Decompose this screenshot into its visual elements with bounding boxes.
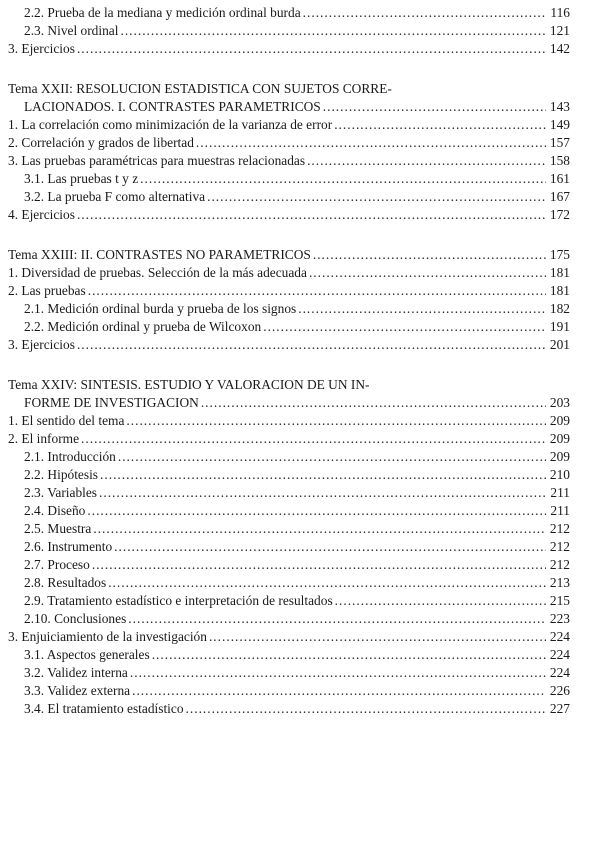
page-number: 209 <box>549 431 570 446</box>
page-number: 209 <box>549 413 570 428</box>
page-number: 121 <box>549 23 570 38</box>
toc-entry <box>0 574 600 592</box>
dot-leader <box>108 574 546 592</box>
toc-entry-label: 2.2. Prueba de la mediana y medición ordinal burda <box>24 5 301 20</box>
toc-section <box>0 354 600 718</box>
toc-section <box>0 4 600 58</box>
dot-leader <box>132 682 546 700</box>
page-number: 203 <box>549 395 570 410</box>
toc-entry <box>0 22 600 40</box>
dot-leader <box>207 188 546 206</box>
toc-entry <box>0 134 600 152</box>
theme-title-row <box>0 246 600 264</box>
toc-entry <box>0 264 600 282</box>
toc-entry <box>0 700 600 718</box>
toc-entry-label: 2.5. Muestra <box>24 521 92 536</box>
theme-title: LACIONADOS. I. CONTRASTES PARAMETRICOS <box>24 99 321 114</box>
toc-entry-label: 2. El informe <box>8 431 80 446</box>
dot-leader <box>186 700 546 718</box>
dot-leader <box>309 264 546 282</box>
page-number: 224 <box>549 665 570 680</box>
toc-entry-label: 1. Diversidad de pruebas. Selección de la más adecuada <box>8 265 307 280</box>
toc-entry <box>0 538 600 556</box>
dot-leader <box>114 538 546 556</box>
section-gap <box>0 58 600 80</box>
dot-leader <box>87 502 546 520</box>
dot-leader <box>77 336 546 354</box>
toc-entry <box>0 336 600 354</box>
theme-title-row <box>0 98 600 116</box>
toc-entry <box>0 484 600 502</box>
dot-leader <box>88 282 546 300</box>
dot-leader <box>201 394 546 412</box>
page-number: 215 <box>549 593 570 608</box>
page-number: 212 <box>549 521 570 536</box>
toc-entry-label: 3.1. Aspectos generales <box>24 647 150 662</box>
dot-leader <box>126 412 546 430</box>
toc-entry <box>0 448 600 466</box>
page-number: 157 <box>549 135 570 150</box>
toc-entry-label: 2.1. Medición ordinal burda y prueba de los signos <box>24 301 297 316</box>
toc-entry-label: 2.7. Proceso <box>24 557 90 572</box>
page-number: 172 <box>549 207 570 222</box>
dot-leader <box>100 466 546 484</box>
page-number: 224 <box>549 647 570 662</box>
toc-entry-label: 1. La correlación como minimización de la varianza de error <box>8 117 333 132</box>
page-number: 213 <box>549 575 570 590</box>
toc-entry <box>0 628 600 646</box>
toc-section <box>0 58 600 224</box>
toc-entry-label: 2.2. Hipótesis <box>24 467 99 482</box>
toc-entry <box>0 430 600 448</box>
page-number: 142 <box>549 41 570 56</box>
dot-leader <box>120 22 545 40</box>
toc-section <box>0 224 600 354</box>
section-gap <box>0 354 600 376</box>
dot-leader <box>140 170 546 188</box>
toc-entry <box>0 556 600 574</box>
toc-entry <box>0 40 600 58</box>
toc-entry <box>0 282 600 300</box>
dot-leader <box>99 484 546 502</box>
toc-entry-label: 2.3. Variables <box>24 485 98 500</box>
dot-leader <box>313 246 546 264</box>
dot-leader <box>334 116 546 134</box>
toc-entry-label: 3.3. Validez externa <box>24 683 131 698</box>
theme-title: Tema XXIII: II. CONTRASTES NO PARAMETRICOS <box>8 247 311 262</box>
toc-entry-label: 2.2. Medición ordinal y prueba de Wilcoxon <box>24 319 262 334</box>
page-number: 181 <box>549 265 570 280</box>
theme-title-line-1: Tema XXII: RESOLUCION ESTADISTICA CON SUJETOS CORRE- <box>8 81 392 96</box>
toc-entry-label: 3. Ejercicios <box>8 41 75 56</box>
dot-leader <box>263 318 546 336</box>
toc-entry-label: 2. Las pruebas <box>8 283 86 298</box>
toc-entry <box>0 412 600 430</box>
theme-title-row <box>0 394 600 412</box>
toc-entry <box>0 4 600 22</box>
toc-entry <box>0 502 600 520</box>
page-number: 209 <box>549 449 570 464</box>
dot-leader <box>303 4 547 22</box>
page-number: 181 <box>549 283 570 298</box>
dot-leader <box>323 98 546 116</box>
dot-leader <box>81 430 546 448</box>
toc-entry-label: 2.3. Nivel ordinal <box>24 23 119 38</box>
dot-leader <box>77 40 546 58</box>
toc-entry-label: 2.4. Diseño <box>24 503 86 518</box>
toc-entry <box>0 520 600 538</box>
dot-leader <box>128 610 546 628</box>
toc-entry <box>0 664 600 682</box>
page-number: 143 <box>549 99 570 114</box>
toc-entry-label: 2.10. Conclusiones <box>24 611 127 626</box>
toc-entry-label: 3.4. El tratamiento estadístico <box>24 701 184 716</box>
toc-entry <box>0 152 600 170</box>
theme-title-line-1: Tema XXIV: SINTESIS. ESTUDIO Y VALORACION DE UN IN- <box>8 377 370 392</box>
page-number: 210 <box>549 467 570 482</box>
dot-leader <box>307 152 546 170</box>
page-number: 161 <box>549 171 570 186</box>
toc-entry-label: 1. El sentido del tema <box>8 413 125 428</box>
page-number: 224 <box>549 629 570 644</box>
toc-entry <box>0 646 600 664</box>
toc-entry-label: 3. Ejercicios <box>8 337 75 352</box>
toc-entry <box>0 592 600 610</box>
page-number: 149 <box>549 117 570 132</box>
toc-entry <box>0 682 600 700</box>
dot-leader <box>196 134 546 152</box>
page-number: 158 <box>549 153 570 168</box>
toc-entry <box>0 318 600 336</box>
toc-entry <box>0 610 600 628</box>
toc-entry-label: 3. Enjuiciamiento de la investigación <box>8 629 207 644</box>
toc-entry-label: 4. Ejercicios <box>8 207 75 222</box>
page-number: 227 <box>549 701 570 716</box>
dot-leader <box>335 592 546 610</box>
page-number: 191 <box>549 319 570 334</box>
toc-entry-label: 3.1. Las pruebas t y z <box>24 171 139 186</box>
toc-entry <box>0 300 600 318</box>
page-number: 211 <box>550 503 570 518</box>
dot-leader <box>92 556 546 574</box>
dot-leader <box>77 206 546 224</box>
page-number: 211 <box>550 485 570 500</box>
section-gap <box>0 224 600 246</box>
page-number: 212 <box>549 539 570 554</box>
toc-entry <box>0 170 600 188</box>
toc-entry <box>0 188 600 206</box>
page-number: 116 <box>550 5 570 20</box>
dot-leader <box>118 448 546 466</box>
page-number: 226 <box>549 683 570 698</box>
page-number: 167 <box>549 189 570 204</box>
dot-leader <box>298 300 546 318</box>
toc-entry-label: 2.1. Introducción <box>24 449 116 464</box>
theme-title: FORME DE INVESTIGACION <box>24 395 199 410</box>
page-number: 212 <box>549 557 570 572</box>
toc-entry <box>0 466 600 484</box>
toc-entry-label: 2.9. Tratamiento estadístico e interpretación de resultados <box>24 593 333 608</box>
toc-entry-label: 2.8. Resultados <box>24 575 107 590</box>
toc-entry-label: 3.2. Validez interna <box>24 665 128 680</box>
page-number: 223 <box>549 611 570 626</box>
dot-leader <box>93 520 546 538</box>
page-number: 182 <box>549 301 570 316</box>
page-number: 201 <box>549 337 570 352</box>
toc-entry-label: 3. Las pruebas paramétricas para muestras relacionadas <box>8 153 306 168</box>
dot-leader <box>152 646 546 664</box>
toc-entry-label: 2.6. Instrumento <box>24 539 113 554</box>
page-number: 175 <box>549 247 570 262</box>
dot-leader <box>209 628 546 646</box>
toc-entry <box>0 206 600 224</box>
dot-leader <box>130 664 546 682</box>
toc-entry-label: 2. Correlación y grados de libertad <box>8 135 194 150</box>
toc-entry <box>0 116 600 134</box>
toc-entry-label: 3.2. La prueba F como alternativa <box>24 189 206 204</box>
